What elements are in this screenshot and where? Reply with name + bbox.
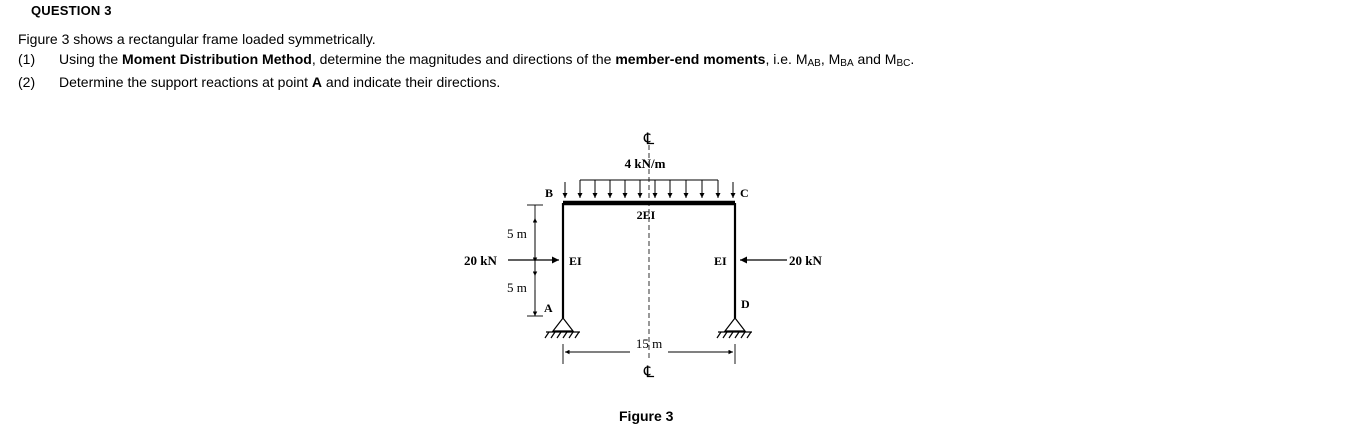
item-text: , i.e. M — [765, 51, 808, 67]
beam-stiffness-label: 2EI — [636, 208, 656, 222]
item-text: . — [910, 51, 915, 67]
left-load-label: 20 kN — [464, 253, 497, 268]
point-name: A — [311, 74, 323, 90]
item-text: Using the — [59, 51, 123, 67]
moment-subscript: BA — [840, 58, 854, 69]
term-name: member-end moments — [615, 51, 766, 67]
node-c-label: C — [740, 186, 749, 200]
centerline-symbol-bottom: ℄ — [643, 364, 655, 381]
lower-height-label: 5 m — [507, 280, 527, 295]
item-number: (2) — [18, 74, 36, 90]
node-a-label: A — [544, 301, 553, 315]
moment-subscript: BC — [896, 58, 911, 69]
item-number: (1) — [18, 51, 36, 67]
right-column-stiffness-label: EI — [714, 254, 727, 268]
moment-subscript: AB — [807, 58, 821, 69]
item-text: and M — [853, 51, 897, 67]
node-b-label: B — [545, 186, 554, 200]
centerline-symbol-top: ℄ — [643, 131, 655, 148]
pin-support-d — [717, 318, 752, 338]
pin-support-a — [545, 318, 580, 338]
left-column-stiffness-label: EI — [569, 254, 582, 268]
item-text: , M — [820, 51, 841, 67]
udl-label: 4 kN/m — [624, 156, 666, 171]
question-title: QUESTION 3 — [31, 3, 112, 18]
intro-text: Figure 3 shows a rectangular frame loaded symmetrically. — [18, 31, 376, 47]
item-text: Determine the support reactions at point — [59, 74, 312, 90]
upper-height-label: 5 m — [507, 226, 527, 241]
item-text: and indicate their directions. — [322, 74, 501, 90]
item-text: , determine the magnitudes and directions of the — [311, 51, 616, 67]
figure-caption: Figure 3 — [619, 408, 674, 424]
node-d-label: D — [741, 297, 750, 311]
right-load-label: 20 kN — [789, 253, 822, 268]
method-name: Moment Distribution Method — [122, 51, 312, 67]
span-label: 15 m — [635, 336, 663, 351]
